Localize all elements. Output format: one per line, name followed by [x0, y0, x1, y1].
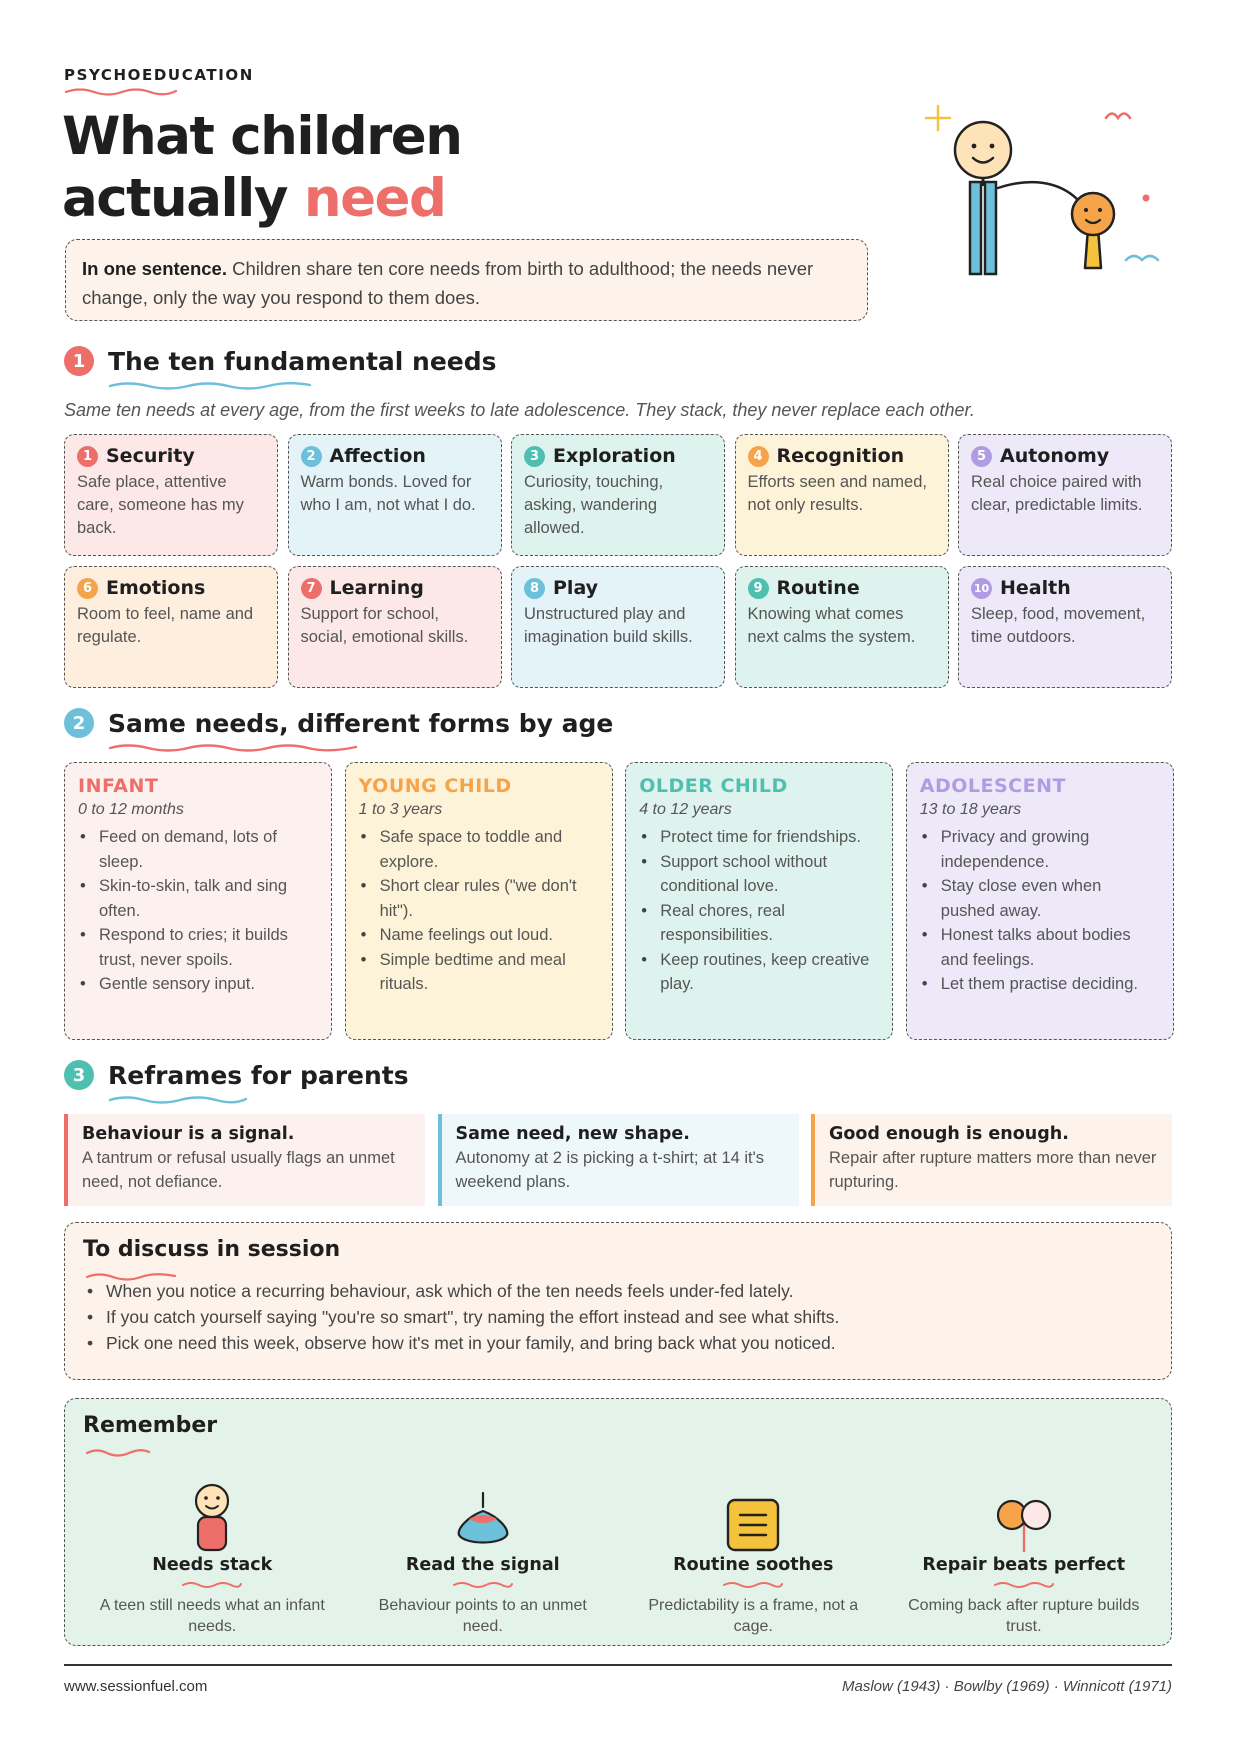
remember-item-title: Repair beats perfect: [922, 1555, 1126, 1575]
need-title: Affection: [329, 445, 426, 467]
age-list: [639, 825, 879, 997]
need-card-health: [958, 566, 1172, 688]
need-description: Knowing what comes next calms the system.: [747, 605, 916, 646]
list-item: • Real chores, real responsibilities.: [639, 899, 879, 948]
remember-item-underline: [993, 1580, 1055, 1588]
footer-citations: Maslow (1943) · Bowlby (1969) · Winnicott (1971): [842, 1678, 1172, 1695]
age-title: OLDER CHILD: [639, 775, 788, 797]
need-number: 9: [748, 578, 769, 599]
kicker-underline: [64, 86, 178, 96]
need-description: Support for school, social, emotional skills.: [300, 605, 469, 646]
need-card-affection: [288, 434, 502, 556]
age-range: 4 to 12 years: [639, 801, 732, 818]
section-title: The ten fundamental needs: [108, 346, 497, 376]
age-title: ADOLESCENT: [919, 775, 1066, 797]
list-item: • Keep routines, keep creative play.: [639, 948, 879, 997]
reframe-title: Same need, new shape.: [455, 1124, 690, 1144]
need-card-learning: [288, 566, 502, 688]
list-item: • Stay close even when pushed away.: [920, 874, 1160, 923]
age-card-adolescent: [906, 762, 1174, 1040]
age-card-infant: [64, 762, 332, 1040]
balloons-icon: [889, 1473, 1160, 1553]
need-number: 6: [77, 578, 98, 599]
need-number: 1: [77, 446, 98, 467]
section-number: 3: [64, 1060, 94, 1090]
remember-item-title: Routine soothes: [673, 1555, 834, 1575]
age-card-young-child: [345, 762, 613, 1040]
remember-item: [77, 1473, 348, 1637]
reframe-title: Behaviour is a signal.: [82, 1124, 295, 1144]
needs-grid: [64, 434, 1172, 688]
list-item: • Short clear rules ("we don't hit").: [359, 874, 599, 923]
age-range: 0 to 12 months: [78, 801, 184, 818]
section-title: Same needs, different forms by age: [108, 708, 614, 738]
need-description: Curiosity, touching, asking, wandering allowed.: [524, 473, 664, 537]
need-title: Emotions: [106, 577, 206, 599]
age-stages-grid: [64, 762, 1172, 1040]
need-title: Autonomy: [1000, 445, 1110, 467]
section-3-underline: [108, 1094, 248, 1104]
reframe-card: [811, 1114, 1172, 1206]
age-range: 13 to 18 years: [919, 801, 1022, 818]
title-line-1: What children: [62, 106, 462, 167]
list-item: • Respond to cries; it builds trust, never spoils.: [78, 923, 318, 972]
need-description: Room to feel, name and regulate.: [77, 605, 254, 646]
need-title: Play: [553, 577, 599, 599]
need-title: Exploration: [553, 445, 676, 467]
remember-item-underline: [722, 1580, 784, 1588]
age-list: [359, 825, 599, 997]
sparkle-icon: [926, 106, 950, 130]
remember-item: [348, 1473, 619, 1637]
remember-item-description: Predictability is a frame, not a cage.: [648, 1597, 859, 1635]
reframe-title: Good enough is enough.: [829, 1124, 1069, 1144]
need-title: Health: [1000, 577, 1071, 599]
section-2-underline: [108, 742, 358, 752]
section-title: Reframes for parents: [108, 1060, 409, 1090]
reframes-row: [64, 1114, 1172, 1206]
need-number: 2: [301, 446, 322, 467]
reframe-description: Autonomy at 2 is picking a t-shirt; at 14 it's weekend plans.: [455, 1149, 765, 1191]
reframe-description: A tantrum or refusal usually flags an unmet need, not defiance.: [82, 1149, 395, 1191]
title-word: actually: [62, 168, 287, 229]
remember-item-title: Needs stack: [152, 1555, 273, 1575]
list-item: • Let them practise deciding.: [920, 972, 1160, 997]
footer-website[interactable]: www.sessionfuel.com: [64, 1678, 208, 1695]
need-number: 10: [971, 578, 992, 599]
section-3-heading: [64, 1060, 409, 1090]
bird-icon: [1106, 114, 1130, 119]
list-item: • Name feelings out loud.: [359, 923, 599, 948]
title-line-2: [62, 168, 461, 230]
list-item: • If you catch yourself saying "you're so smart", try naming the effort instead and see what shifts.: [83, 1304, 1153, 1330]
remember-item: [889, 1473, 1160, 1637]
list-item: • Privacy and growing independence.: [920, 825, 1160, 874]
discuss-list: [83, 1278, 1153, 1356]
remember-items: [65, 1473, 1171, 1637]
need-description: Unstructured play and imagination build skills.: [524, 605, 693, 646]
reframe-card: [438, 1114, 799, 1206]
title-accent: need: [303, 168, 446, 229]
intro-lead: In one sentence.: [82, 258, 227, 279]
need-number: 8: [524, 578, 545, 599]
remember-title: Remember: [83, 1413, 218, 1438]
need-description: Safe place, attentive care, someone has my back.: [77, 473, 244, 537]
remember-item-description: Behaviour points to an unmet need.: [378, 1597, 587, 1635]
need-card-routine: [735, 566, 949, 688]
parent-child-illustration: [918, 96, 1168, 286]
need-card-autonomy: [958, 434, 1172, 556]
note-icon: [618, 1473, 889, 1553]
age-title: YOUNG CHILD: [358, 775, 512, 797]
section-2-heading: [64, 708, 613, 738]
need-card-emotions: [64, 566, 278, 688]
list-item: • Feed on demand, lots of sleep.: [78, 825, 318, 874]
remember-item-title: Read the signal: [405, 1555, 560, 1575]
need-description: Efforts seen and named, not only results.: [747, 473, 927, 514]
discuss-title: To discuss in session: [83, 1237, 341, 1262]
remember-item-underline: [452, 1580, 514, 1588]
wave-icon: [1126, 256, 1158, 260]
reframe-card: [64, 1114, 425, 1206]
remember-box: [64, 1398, 1172, 1646]
age-card-older-child: [625, 762, 893, 1040]
list-item: • Skin-to-skin, talk and sing often.: [78, 874, 318, 923]
list-item: • Safe space to toddle and explore.: [359, 825, 599, 874]
person-icon: [77, 1473, 348, 1553]
remember-item: [618, 1473, 889, 1637]
intro-text: Children share ten core needs from birth to adulthood; the needs never change, only the way you respond to them does.: [82, 258, 814, 308]
remember-item-underline: [181, 1580, 243, 1588]
need-card-play: [511, 566, 725, 688]
list-item: • When you notice a recurring behaviour, ask which of the ten needs feels under-fed lately.: [83, 1278, 1153, 1304]
need-description: Warm bonds. Loved for who I am, not what I do.: [300, 473, 476, 514]
remember-item-description: Coming back after rupture builds trust.: [908, 1597, 1140, 1635]
need-description: Real choice paired with clear, predictable limits.: [971, 473, 1143, 514]
list-item: • Gentle sensory input.: [78, 972, 318, 997]
section-1-heading: [64, 346, 497, 376]
intro-callout: [65, 239, 868, 321]
section-number: 2: [64, 708, 94, 738]
reframe-description: Repair after rupture matters more than never rupturing.: [829, 1149, 1157, 1191]
page-title: [62, 106, 461, 230]
footer-divider: [64, 1664, 1172, 1666]
section-1-underline: [108, 380, 312, 390]
list-item: • Pick one need this week, observe how it's met in your family, and bring back what you noticed.: [83, 1330, 1153, 1356]
list-item: • Simple bedtime and meal rituals.: [359, 948, 599, 997]
section-number: 1: [64, 346, 94, 376]
dot-icon: [1143, 195, 1150, 202]
list-item: • Support school without conditional love.: [639, 850, 879, 899]
need-title: Learning: [329, 577, 424, 599]
need-card-recognition: [735, 434, 949, 556]
age-list: [78, 825, 318, 997]
need-title: Routine: [776, 577, 860, 599]
list-item: • Honest talks about bodies and feelings.: [920, 923, 1160, 972]
list-item: • Protect time for friendships.: [639, 825, 879, 850]
need-title: Security: [106, 445, 195, 467]
remember-item-description: A teen still needs what an infant needs.: [99, 1597, 325, 1635]
spinning-top-icon: [348, 1473, 619, 1553]
need-title: Recognition: [776, 445, 905, 467]
need-number: 5: [971, 446, 992, 467]
age-range: 1 to 3 years: [358, 801, 443, 818]
need-description: Sleep, food, movement, time outdoors.: [971, 605, 1146, 646]
kicker: PSYCHOEDUCATION: [64, 66, 254, 84]
need-number: 7: [301, 578, 322, 599]
discuss-box: [64, 1222, 1172, 1380]
section-1-subtitle: Same ten needs at every age, from the first weeks to late adolescence. They stack, they never replace each other.: [64, 400, 975, 420]
need-card-security: [64, 434, 278, 556]
age-list: [920, 825, 1160, 997]
age-title: INFANT: [78, 775, 159, 797]
remember-underline: [85, 1447, 151, 1457]
need-number: 3: [524, 446, 545, 467]
need-card-exploration: [511, 434, 725, 556]
need-number: 4: [748, 446, 769, 467]
